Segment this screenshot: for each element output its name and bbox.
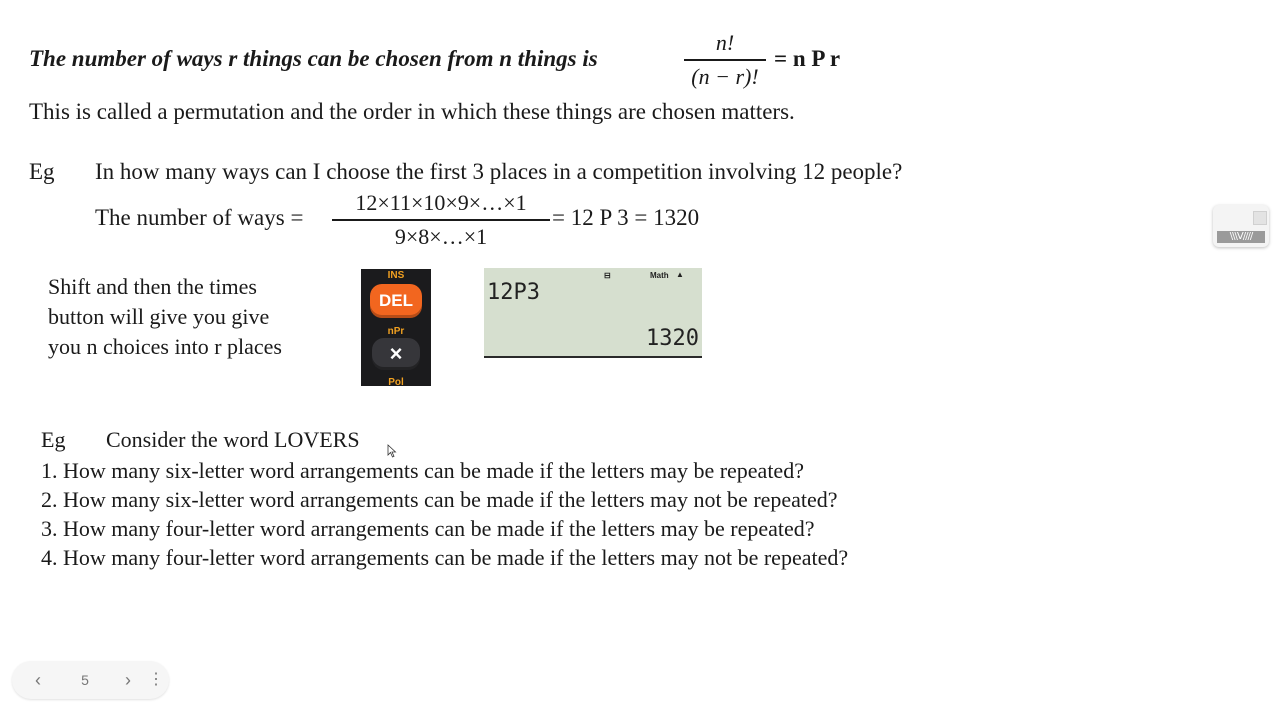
ways-label: The number of ways = <box>95 205 304 230</box>
example2-label: Eg <box>41 427 66 452</box>
instruction-line-3: you n choices into r places <box>48 334 282 359</box>
instruction-line-1: Shift and then the times <box>48 274 257 299</box>
fraction-bar <box>684 59 766 61</box>
npr-label: nPr <box>387 326 405 337</box>
side-panel-widget[interactable] <box>1213 205 1269 247</box>
next-page-button[interactable]: › <box>125 670 131 690</box>
ins-label: INS <box>387 270 405 281</box>
display-arrow-icon: ▲ <box>676 270 684 279</box>
list-item: 4. How many four-letter word arrangements can be made if the letters may not be repeated? <box>41 545 849 570</box>
ways-result: = 12 P 3 = 1320 <box>552 205 700 230</box>
permutation-definition: The number of ways r things can be chosen from n things is <box>29 46 598 71</box>
ways-fraction <box>332 190 550 250</box>
fraction-numerator: n! <box>715 30 735 55</box>
fraction-denominator: (n − r)! <box>691 63 759 89</box>
instruction-line-2: button will give you give <box>48 304 270 329</box>
definition-fraction <box>684 30 766 90</box>
mouse-cursor-icon <box>387 444 397 458</box>
display-input: 12P3 <box>487 280 540 305</box>
list-item: 2. How many six-letter word arrangements can be made if the letters may not be repeated? <box>41 487 838 512</box>
times-key: × <box>372 338 420 370</box>
del-key: DEL <box>370 284 422 318</box>
ways-numerator: 12×11×10×9×…×1 <box>355 190 527 215</box>
npr-notation: = n P r <box>774 46 841 71</box>
display-output: 1320 <box>646 326 699 351</box>
example-question: In how many ways can I choose the first 3 places in a competition involving 12 people? <box>95 159 903 184</box>
page-number: 5 <box>81 672 89 688</box>
list-item: 3. How many four-letter word arrangements can be made if the letters may be repeated? <box>41 516 815 541</box>
widget-stripe: \\\V//// <box>1217 231 1265 243</box>
permutation-explanation: This is called a permutation and the order in which these things are chosen matters. <box>29 99 795 124</box>
ways-fraction-bar <box>332 219 550 221</box>
ways-denominator: 9×8×…×1 <box>394 223 488 249</box>
list-item: 1. How many six-letter word arrangements can be made if the letters may be repeated? <box>41 458 804 483</box>
previous-page-button[interactable]: ‹ <box>35 670 41 690</box>
question-list <box>41 456 848 572</box>
example2-title: Consider the word LOVERS <box>106 427 360 452</box>
display-indicator-icon: ⊟ <box>604 271 611 280</box>
pol-label: Pol <box>388 377 404 386</box>
widget-square-icon <box>1253 211 1267 225</box>
more-options-icon[interactable]: ⋮ <box>148 671 164 688</box>
calculator-display <box>484 268 702 358</box>
example-label: Eg <box>29 159 55 184</box>
calculator-keys-image <box>361 269 431 386</box>
calculator-instruction <box>48 272 282 362</box>
page-navigator <box>12 661 169 699</box>
display-mode: Math <box>650 271 669 280</box>
